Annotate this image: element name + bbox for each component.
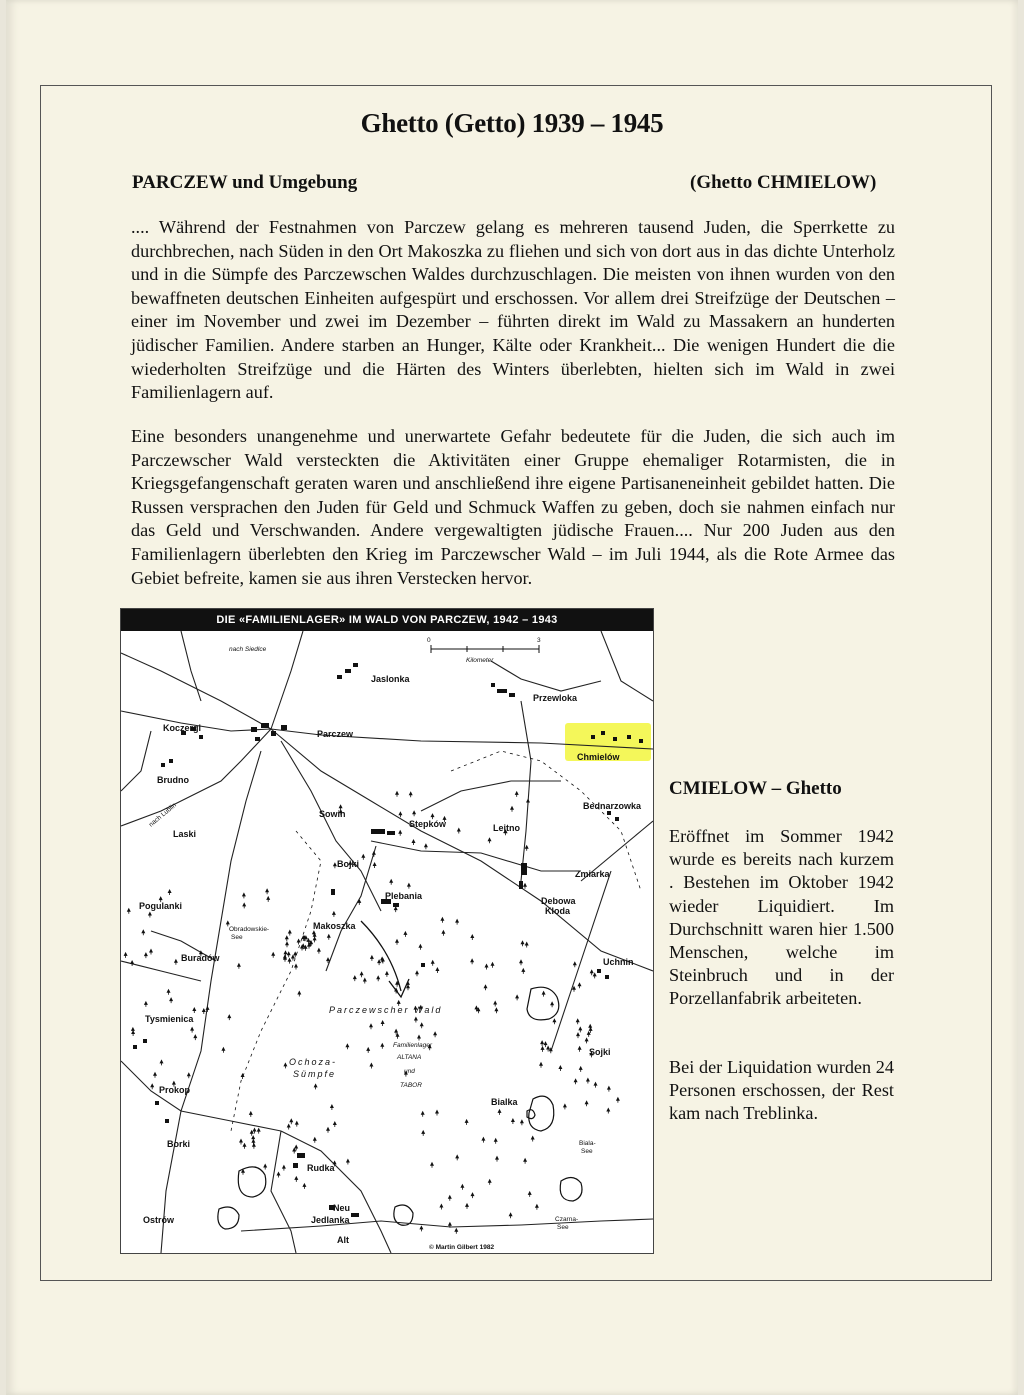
tree-symbol — [294, 964, 298, 970]
tree-symbol — [124, 952, 128, 958]
tree-symbol — [441, 930, 445, 936]
label-uchnin: Uchnin — [603, 957, 634, 967]
tree-symbol — [521, 940, 525, 946]
tree-symbol — [282, 1165, 286, 1171]
tree-symbol — [131, 1027, 135, 1033]
tree-symbol — [515, 791, 519, 797]
label-rudka: Rudka — [307, 1163, 335, 1173]
tree-symbol — [414, 1017, 418, 1023]
tree-symbol — [491, 962, 495, 968]
tree-symbol — [285, 941, 289, 947]
scale-label: Kilometer — [466, 657, 494, 664]
tree-symbol — [353, 975, 357, 981]
tree-symbol — [435, 967, 439, 973]
tree-symbol — [579, 1066, 583, 1072]
tree-symbol — [221, 1047, 225, 1053]
label-bojki: Bojki — [337, 859, 360, 869]
tree-symbol — [345, 1043, 349, 1049]
label-sowin: Sowin — [319, 809, 346, 819]
tree-symbol — [433, 1031, 437, 1037]
tree-symbol — [313, 936, 317, 942]
tree-symbol — [541, 1046, 545, 1052]
tree-symbol — [578, 1046, 582, 1052]
tree-symbol — [417, 1035, 421, 1041]
tree-symbol — [265, 888, 269, 894]
tree-symbol — [590, 969, 594, 975]
label-czarna: Czarna- — [555, 1216, 579, 1223]
tree-symbol — [332, 911, 336, 917]
label-familienlager: Familienlager — [393, 1042, 433, 1049]
tree-symbol — [291, 955, 295, 961]
tree-symbol — [460, 1184, 464, 1190]
label-obradowskie: Obradowskie- — [229, 926, 270, 933]
tree-symbol — [150, 1083, 154, 1089]
tree-symbol — [277, 1172, 281, 1178]
tree-symbol — [239, 1139, 243, 1145]
tree-symbol — [295, 1121, 299, 1127]
tree-symbol — [616, 1097, 620, 1103]
tree-symbol — [283, 956, 287, 962]
tree-symbol — [531, 1136, 535, 1142]
tree-symbol — [587, 1031, 591, 1037]
paragraph-partisans: Eine besonders unangenehme und unerwartete Gefahr bedeutete für die Juden, die sich auch im Parczewscher Wald versteckten die Aktivitäten einer Gruppe ehemaliger Rotarmisten, die in Kriegsgefangenschaft geraten waren und anschließend ihre eigene Partisaneneinheit gebildet hatten. Die Russen versprachen den Juden für Geld und Schmuck Waffen zu geben, doch sie nahmen einfach nur das Geld und Verschwanden. Andere vergewaltigten jüdische Frauen.... Nur 200 Juden aus den Familienlagern überlebten den Krieg im Parczewscher Wald – im Juli 1944, als die Rote Armee das Gebiet befreite, kamen sie aus ihren Verstecken hervor. — [131, 426, 895, 588]
tree-symbol — [525, 942, 529, 948]
tree-symbol — [471, 1192, 475, 1198]
tree-symbol — [346, 1159, 350, 1165]
tree-symbol — [481, 1137, 485, 1143]
tree-symbol — [395, 939, 399, 945]
section-heading-parczew: PARCZEW und Umgebung — [132, 172, 358, 193]
map-figure — [120, 608, 654, 1254]
tree-symbol — [252, 1143, 256, 1149]
tree-symbol — [576, 1018, 580, 1024]
label-debowa: Debowa — [541, 896, 576, 906]
tree-symbol — [510, 806, 514, 812]
tree-symbol — [412, 810, 416, 816]
label-pogulanki: Pogulanki — [139, 901, 183, 911]
tree-symbol — [585, 1100, 589, 1106]
tree-symbol — [435, 1110, 439, 1116]
tree-symbol — [519, 959, 523, 965]
scale-start: 0 — [427, 637, 431, 644]
tree-symbol — [431, 960, 435, 966]
tree-symbol — [540, 1040, 544, 1046]
tree-symbol — [574, 1078, 578, 1084]
tree-symbol — [493, 1001, 497, 1007]
tree-symbol — [361, 854, 365, 860]
tree-symbol — [558, 1065, 562, 1071]
tree-symbol — [454, 1228, 458, 1234]
label-sojki: Sojki — [589, 1047, 611, 1057]
scale-bar — [427, 637, 541, 664]
tree-symbol — [271, 952, 275, 958]
label-nach-siedlce: nach Siedlce — [229, 646, 267, 653]
tree-symbol — [535, 1204, 539, 1210]
tree-symbol — [470, 934, 474, 940]
tree-symbol — [381, 1020, 385, 1026]
tree-symbol — [484, 984, 488, 990]
label-neu: Neu — [333, 1203, 351, 1213]
label-prokop: Prokop — [159, 1085, 191, 1095]
tree-symbol — [376, 975, 380, 981]
tree-symbol — [284, 950, 288, 956]
tree-symbol — [257, 1128, 261, 1134]
tree-symbol — [457, 828, 461, 834]
tree-symbol — [263, 1164, 267, 1170]
label-bednarzowka: Bednarzowka — [583, 801, 642, 811]
label-brudno: Brudno — [157, 775, 189, 785]
tree-symbol — [586, 1078, 590, 1084]
tree-symbol — [149, 949, 153, 955]
label-tysmienica: Tysmienica — [145, 1014, 194, 1024]
tree-symbol — [515, 994, 519, 1000]
tree-symbol — [380, 1043, 384, 1049]
tree-symbol — [289, 1118, 293, 1124]
tree-symbol — [398, 811, 402, 817]
tree-symbol — [498, 1109, 502, 1115]
tree-symbol — [369, 1063, 373, 1069]
label-lejtno: Lejtno — [493, 823, 520, 833]
tree-symbol — [552, 1018, 556, 1024]
tree-symbol — [419, 1225, 423, 1231]
tree-symbol — [294, 1176, 298, 1182]
tree-symbol — [523, 883, 527, 889]
tree-symbol — [130, 960, 134, 966]
tree-symbol — [242, 902, 246, 908]
tree-symbol — [488, 1179, 492, 1185]
tree-symbol — [169, 997, 173, 1003]
tree-symbol — [594, 1082, 598, 1088]
tree-symbol — [573, 961, 577, 967]
tree-symbol — [455, 1154, 459, 1160]
paragraph-escape: .... Während der Festnahmen von Parczew gelang es mehreren tausend Juden, die Sperrkette zu durchbrechen, nach Süden in den Ort Makoszka zu fliehen und sich von dort aus in das dichte Unterholz und in die Sümpfe des Parczewschen Waldes durchzuschlagen. Die meisten von ihnen wurden von den bewaffneten deutschen Einheiten aufgespürt und erschossen. Vor allem drei Streifzüge der Deutschen – einer im November und zwei im Dezember – führten direkt im Wald zu Massakern an hunderten jüdischer Familien. Andere starben an Hunger, Kälte oder Krankheit... Die wenigen Hundert die die wiederholten Streifzüge und die Härten des Winters überlebten, hielten sich im Wald in zwei Familienlagern auf. — [131, 217, 895, 403]
tree-symbol — [415, 970, 419, 976]
label-przewloka: Przewloka — [533, 693, 578, 703]
tree-symbol — [313, 1137, 317, 1143]
label-biala: Biala- — [579, 1140, 596, 1147]
tree-symbol — [544, 1041, 548, 1047]
tree-symbol — [389, 879, 393, 885]
parczew-forest-map — [121, 631, 653, 1253]
tree-symbol — [407, 883, 411, 889]
scale-end: 3 — [537, 637, 541, 644]
chmielow-ghetto-description: Eröffnet im Sommer 1942 wurde es bereits nach kurzem . Bestehen im Oktober 1942 wieder Liquidiert. Im Durchschnitt waren hier 1.500 Menschen, welche im Steinbruch und in der Porzellanfabrik arbeiteten. — [669, 826, 894, 1009]
tree-symbol — [495, 1156, 499, 1162]
tree-symbol — [249, 1111, 253, 1117]
tree-symbol — [285, 935, 289, 941]
tree-symbol — [395, 791, 399, 797]
tree-symbol — [455, 919, 459, 925]
tree-symbol — [563, 1103, 567, 1109]
tree-symbol — [448, 1195, 452, 1201]
tree-symbol — [237, 963, 241, 969]
label-parczew: Parczew — [317, 729, 354, 739]
label-koczergi: Koczergi — [163, 723, 202, 733]
tree-symbol — [141, 929, 145, 935]
tree-symbol — [424, 843, 428, 849]
tree-symbol — [326, 1127, 330, 1133]
tree-symbol — [420, 1022, 424, 1028]
tree-symbol — [297, 991, 301, 997]
label-obradowskie-see: See — [231, 934, 243, 941]
tree-symbol — [373, 862, 377, 868]
tree-symbol — [439, 1204, 443, 1210]
tree-symbol — [193, 1034, 197, 1040]
tree-symbol — [465, 1119, 469, 1125]
label-tabor: TABOR — [400, 1082, 422, 1089]
tree-symbol — [148, 912, 152, 918]
tree-symbol — [494, 1007, 498, 1013]
label-laski: Laski — [173, 829, 197, 839]
tree-symbol — [421, 1130, 425, 1136]
label-kloda: Kloda — [545, 906, 571, 916]
tree-symbol — [412, 839, 416, 845]
label-ochoza-sumpfe: Sümpfe — [293, 1069, 337, 1079]
tree-symbol — [366, 1047, 370, 1053]
tree-symbol — [520, 1119, 524, 1125]
tree-symbol — [578, 1026, 582, 1032]
tree-symbol — [317, 948, 321, 954]
tree-symbol — [593, 972, 597, 978]
tree-symbol — [187, 1072, 191, 1078]
tree-symbol — [202, 1008, 206, 1014]
label-zmiarka: Zmiarka — [575, 869, 610, 879]
tree-symbol — [409, 791, 413, 797]
tree-symbol — [576, 1032, 580, 1038]
tree-symbol — [330, 1104, 334, 1110]
map-title: DIE «FAMILIENLAGER» IM WALD VON PARCZEW, 1942 – 1943 — [121, 609, 653, 631]
page-title: Ghetto (Getto) 1939 – 1945 — [360, 108, 664, 138]
label-jedlanka: Jedlanka — [311, 1215, 350, 1225]
section-heading-chmielow: (Ghetto CHMIELOW) — [690, 172, 877, 193]
map-credit: © Martin Gilbert 1982 — [429, 1244, 495, 1251]
tree-symbol — [511, 1118, 515, 1124]
label-ochoza: Ochoza- — [289, 1057, 338, 1067]
tree-symbol — [539, 1062, 543, 1068]
tree-symbol — [465, 1203, 469, 1209]
tree-symbol — [525, 845, 529, 851]
label-stepkow: Stepków — [409, 819, 447, 829]
tree-symbol — [357, 899, 361, 905]
tree-symbol — [160, 1059, 164, 1065]
tree-symbol — [485, 964, 489, 970]
label-plebania: Plebania — [385, 891, 423, 901]
tree-symbol — [488, 837, 492, 843]
label-bialka: Bialka — [491, 1097, 518, 1107]
label-borki: Borki — [167, 1139, 191, 1149]
tree-symbol — [167, 989, 171, 995]
label-biala-see: See — [581, 1148, 593, 1155]
tree-symbol — [302, 1183, 306, 1189]
tree-symbol — [283, 1062, 287, 1068]
tree-symbol — [327, 934, 331, 940]
label-altana: ALTANA — [397, 1054, 422, 1061]
tree-symbol — [403, 931, 407, 937]
tree-symbol — [190, 1027, 194, 1033]
tree-symbol — [588, 1024, 592, 1030]
tree-symbol — [385, 971, 389, 977]
label-und: und — [404, 1068, 415, 1075]
tree-symbol — [287, 1124, 291, 1130]
tree-symbol — [242, 892, 246, 898]
tree-symbol — [430, 1162, 434, 1168]
tree-symbol — [363, 978, 367, 984]
label-chmielow: Chmielów — [577, 752, 620, 762]
label-buradow: Buradów — [181, 953, 220, 963]
tree-symbol — [370, 955, 374, 961]
tree-symbol — [360, 971, 364, 977]
chmielow-liquidation-text: Bei der Liquidation wurden 24 Personen erschossen, der Rest kam nach Treblinka. — [669, 1057, 894, 1124]
tree-symbol — [606, 1108, 610, 1114]
label-czarna-see: See — [557, 1224, 569, 1231]
label-jaslonka: Jaslonka — [371, 674, 410, 684]
tree-symbol — [523, 1158, 527, 1164]
tree-symbol — [418, 944, 422, 950]
tree-symbol — [526, 799, 530, 805]
tree-symbol — [578, 982, 582, 988]
label-parczewscher-wald: Parczewscher Wald — [329, 1005, 443, 1015]
tree-symbol — [550, 1001, 554, 1007]
tree-symbol — [227, 1014, 231, 1020]
tree-symbol — [398, 830, 402, 836]
tree-symbol — [542, 991, 546, 997]
tree-symbol — [174, 959, 178, 965]
tree-symbol — [314, 1083, 318, 1089]
tree-symbol — [509, 1212, 513, 1218]
tree-symbol — [206, 1006, 210, 1012]
tree-symbol — [369, 1023, 373, 1029]
tree-symbol — [144, 1001, 148, 1007]
tree-symbol — [585, 1037, 589, 1043]
label-ostrow: Ostrów — [143, 1215, 175, 1225]
label-makoszka: Makoszka — [313, 921, 356, 931]
escape-arrow — [361, 921, 409, 997]
tree-symbol — [494, 1138, 498, 1144]
tree-symbol — [266, 896, 270, 902]
tree-symbol — [421, 1111, 425, 1117]
tree-symbol — [297, 939, 301, 945]
tree-symbol — [470, 958, 474, 964]
tree-symbol — [528, 1191, 532, 1197]
tree-symbol — [144, 952, 148, 958]
tree-symbol — [127, 908, 131, 914]
label-alt: Alt — [337, 1235, 349, 1245]
tree-symbol — [521, 968, 525, 974]
tree-symbol — [153, 1072, 157, 1078]
tree-symbol — [168, 889, 172, 895]
tree-symbol — [192, 1007, 196, 1013]
tree-symbol — [333, 1121, 337, 1127]
tree-symbol — [288, 930, 292, 936]
chmielow-ghetto-heading: CMIELOW – Ghetto — [669, 778, 842, 799]
tree-symbol — [251, 1139, 255, 1145]
tree-symbol — [607, 1086, 611, 1092]
tree-symbol — [440, 917, 444, 923]
tree-symbol — [243, 1143, 247, 1149]
label-nach-lublin: nach Lublin — [147, 801, 178, 829]
